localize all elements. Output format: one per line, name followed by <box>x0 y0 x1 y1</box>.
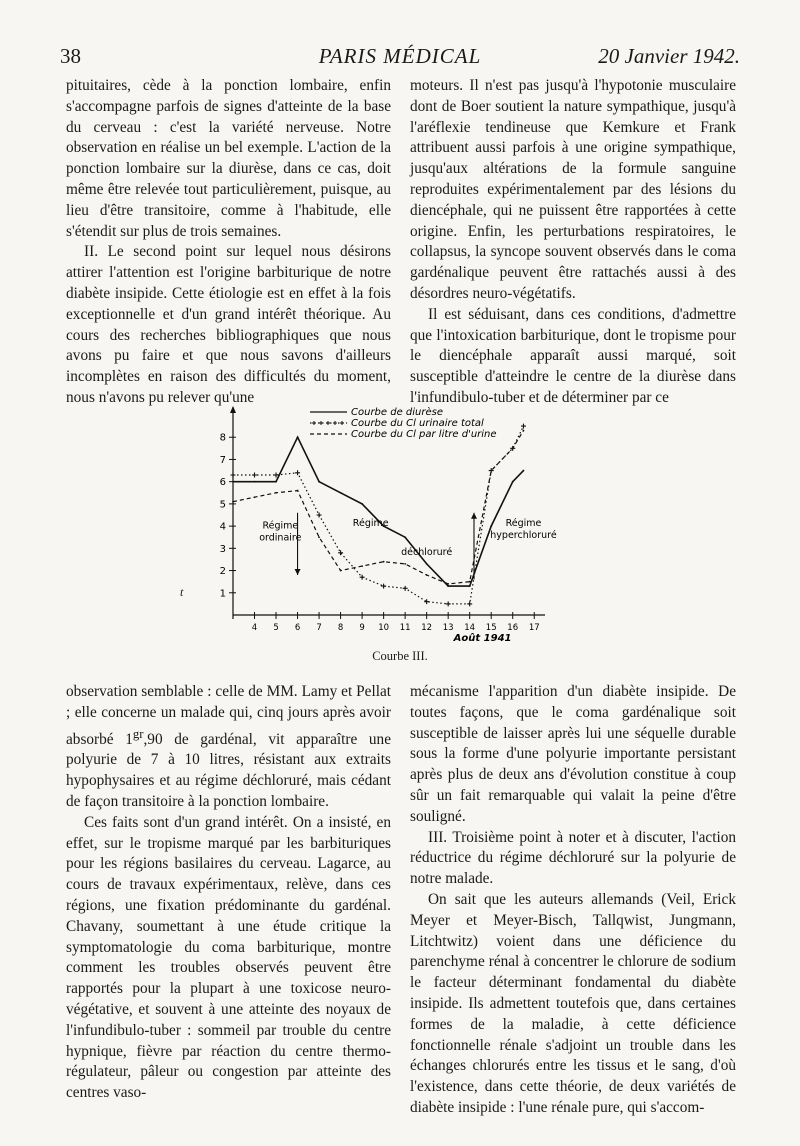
x-tick-label: 14 <box>464 623 476 633</box>
journal-title: PARIS MÉDICAL <box>318 44 482 68</box>
unit-superscript: gr <box>132 726 144 741</box>
x-tick-label: 16 <box>507 623 519 633</box>
y-tick-label: 5 <box>219 499 226 511</box>
data-point <box>318 536 320 538</box>
y-tick-label: 1 <box>219 588 226 600</box>
data-point <box>490 525 492 527</box>
y-tick-label: 7 <box>219 454 226 466</box>
paragraph: On sait que les auteurs allemands (Veil, Erick Meyer et Meyer-Bisch, Tallqwist, Jungmann, Litchtwitz) voient dans une déficience du parenchyme rénal à concentrer le chlorure de sodium le facteur déterminant fondamental du diabète insipide. Ils admettent toutefois que, dans certaines formes de la maladie, à cette déficience fonctionnelle rénale s'adjoint un trouble dans les échanges chlorurés entre les tissus et le sang, d'où l'existence, dans cette théorie, de deux variétés de diabète insipide : l'une rénale pure, qui s'accom- <box>410 890 736 1116</box>
region-label-line: ordinaire <box>259 532 302 544</box>
data-series-line <box>233 431 524 584</box>
chart-figure <box>215 405 560 655</box>
data-point <box>318 481 320 483</box>
legend-cross <box>312 421 316 425</box>
data-point <box>275 492 277 494</box>
data-point-cross <box>467 601 472 606</box>
paragraph: moteurs. Il n'est pas jusqu'à l'hypotonie musculaire dont de Boer soutient la nature sympathique, jusqu'à l'aréflexie tendineuse que Kemkure et Frank attribuent aussi parfois à une origine sympathique, jusqu'aux altérations de la formule sanguine reproduites expérimentalement par des lésions du diencéphale, qui ne puissent être rapportées à cette origine. Enfin, les perturbations respiratoires, le collapsus, la syncope souvent observés dans le coma gardénalique peuvent être rattachés aussi à des désordres neuro-végétatifs. <box>410 77 736 302</box>
paragraph: mécanisme l'apparition d'un diabète insipide. De toutes façons, que le coma gardénalique soit susceptible de laisser après lui une séquelle durable sous la forme d'une polyurie importante persistant après plus de deux ans d'évolution constitue à coup sûr un fait remarquable qui valait la peine d'être souligné. <box>410 683 736 825</box>
region-label: Régime <box>352 518 389 530</box>
legend-cross <box>319 421 323 425</box>
legend-label: Courbe de diurèse <box>351 407 443 418</box>
y-tick-label: 3 <box>219 543 226 555</box>
data-point <box>383 561 385 563</box>
paragraph: Il est séduisant, dans ces conditions, d'admettre que l'intoxication barbiturique, dont le tropisme pour le diencéphale apparaît aussi marqué, soit susceptible d'atteindre le centre de la diurèse dans l'infundibulo-tuber et de déterminer par ce <box>410 305 736 406</box>
data-point <box>512 447 514 449</box>
region-label: hyperchloruré <box>490 530 557 542</box>
data-point <box>469 585 471 587</box>
legend-cross <box>333 421 337 425</box>
issue-date: 20 Janvier 1942. <box>598 44 740 68</box>
data-point-cross <box>231 473 236 478</box>
column-top-left <box>66 76 391 409</box>
data-series-line <box>233 437 524 586</box>
data-point-cross <box>360 575 365 580</box>
data-point <box>426 574 428 576</box>
x-tick-label: 11 <box>399 623 411 633</box>
figure-caption: Courbe III. <box>372 649 428 663</box>
data-point <box>254 496 256 498</box>
data-point <box>426 563 428 565</box>
x-tick-label: 6 <box>294 623 301 633</box>
region-label: Régime <box>505 518 542 530</box>
paragraph <box>66 682 391 813</box>
page-header <box>60 44 740 68</box>
x-tick-label: 12 <box>421 623 433 633</box>
column-bottom-left <box>66 682 391 1104</box>
data-point <box>469 581 471 583</box>
paragraph: Ces faits sont d'un grand intérêt. On a insisté, en effet, sur le tropisme marqué par les barbituriques pour les régions basilaires du cerveau. Lagarce, au cours de travaux expérimentaux, relève, dans ces régions, une fixation prédominante du gardénal. Chavany, soumettant à une étude critique la symptomatologie du coma barbiturique, montre comment les troubles observés peuvent être rapportés pour la plupart à une toxicose neuro-végétative, et souvent à une atteinte des noyaux de l'infundibulo-tuber : sommeil par trouble du centre hypnique, fièvre par réaction du centre thermo-régulateur, pâleur ou congestion par atteinte des centres vaso- <box>66 813 391 1102</box>
data-point <box>340 570 342 572</box>
data-point <box>404 536 406 538</box>
data-point <box>297 436 299 438</box>
stray-mark: t <box>180 585 184 599</box>
data-point-cross <box>446 601 451 606</box>
paragraph-text: ,90 de gardénal, vit apparaître une polyurie de 7 à 10 litres, résistant aux extraits hypophysaires et au régime déchloruré, mais cédant de façon transitoire à la ponction lombaire. <box>66 730 391 811</box>
legend-label: Courbe du Cl par litre d'urine <box>351 429 497 440</box>
x-tick-label: 8 <box>337 623 344 633</box>
x-tick-label: 7 <box>316 623 322 633</box>
data-point-cross <box>338 550 343 555</box>
x-tick-label: 17 <box>528 623 540 633</box>
data-point <box>523 470 525 472</box>
data-point <box>254 481 256 483</box>
x-tick-label: 9 <box>359 623 365 633</box>
paragraph: II. Le second point sur lequel nous désirons attirer l'attention est l'origine barbiturique de notre diabète insipide. Cette étiologie est en effet à la fois exceptionnelle et d'un grand intérêt théorique. Au cours des recherches bibliographiques que nous avons pu faire et que nous savons d'ailleurs incomplètes en raison des difficultés du moment, nous n'avons pu relever qu'une <box>66 243 391 406</box>
data-point <box>523 430 525 432</box>
data-point-cross <box>424 599 429 604</box>
paragraph: III. Troisième point à noter et à discuter, l'action réductrice du régime déchloruré sur la polyurie de notre malade. <box>410 828 736 888</box>
legend-cross <box>326 421 330 425</box>
column-bottom-right <box>410 682 736 1119</box>
page-number: 38 <box>60 44 81 68</box>
data-point-cross <box>381 584 386 589</box>
data-point-cross <box>252 473 257 478</box>
y-tick-label: 6 <box>219 477 226 489</box>
arrow-head <box>471 513 477 519</box>
y-tick-label: 4 <box>219 521 226 533</box>
data-point <box>297 490 299 492</box>
region-label-line: Régime <box>262 520 299 532</box>
region-label <box>259 520 301 543</box>
data-point-cross <box>521 424 526 429</box>
region-label: déchloruré <box>401 547 453 558</box>
data-point-cross <box>403 586 408 591</box>
data-point <box>340 492 342 494</box>
arrow-head <box>295 569 301 575</box>
paragraph: pituitaires, cède à la ponction lombaire, enfin s'accompagne parfois de signes d'atteinte de la base du cerveau : c'est la variété nerveuse. Notre observation en réalise un bel exemple. L'action de la ponction lombaire sur la diurèse, dans ce cas, doit même être relevée tout particulièrement, puisque, au lieu d'être transitoire, comme à l'habitude, elle s'étendit sur plus de trois semaines. <box>66 77 391 240</box>
data-point <box>232 501 234 503</box>
legend-cross <box>340 421 344 425</box>
y-tick-label: 2 <box>219 566 226 578</box>
legend-label: Courbe du Cl urinaire total <box>351 418 484 429</box>
data-series-line <box>233 426 524 604</box>
data-point <box>232 481 234 483</box>
data-point <box>404 563 406 565</box>
x-tick-label: 15 <box>485 623 497 633</box>
data-point <box>447 585 449 587</box>
data-point <box>275 481 277 483</box>
column-top-right <box>410 76 736 409</box>
data-point <box>490 470 492 472</box>
x-axis-label: Août 1941 <box>453 633 512 644</box>
data-point-cross <box>295 470 300 475</box>
y-tick-label: 8 <box>219 432 226 444</box>
data-point <box>512 481 514 483</box>
y-axis-arrow <box>230 406 236 413</box>
data-point <box>361 503 363 505</box>
line-chart <box>215 405 560 655</box>
x-tick-label: 5 <box>273 623 279 633</box>
x-tick-label: 4 <box>251 623 258 633</box>
data-point <box>361 565 363 567</box>
data-point-cross <box>317 513 322 518</box>
data-point <box>447 583 449 585</box>
paragraph-text: observation semblable : celle de MM. Lamy et Pellat ; elle concerne un malade qui, cinq jours après avoir absorbé 1 <box>66 683 391 748</box>
x-tick-label: 13 <box>442 623 454 633</box>
x-tick-label: 10 <box>378 623 390 633</box>
